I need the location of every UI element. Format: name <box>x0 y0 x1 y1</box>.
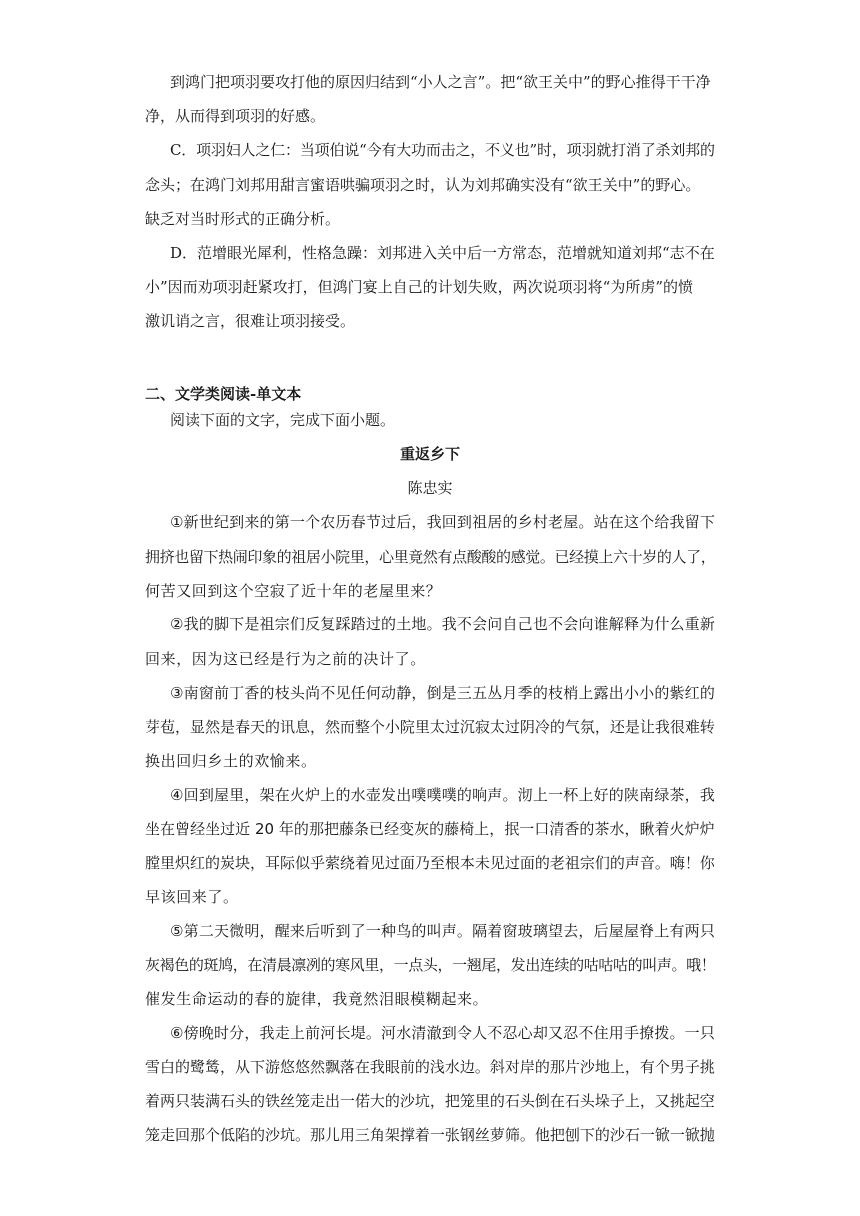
article-paragraph-line: 回来，因为这已经是行为之前的决计了。 <box>145 650 426 668</box>
article-paragraph-line: ④回到屋里，架在火炉上的水壶发出噗噗噗的响声。沏上一杯上好的陕南绿茶，我 <box>170 786 716 804</box>
article-paragraph-line: 雪白的鹭鸶，从下游悠悠然飘落在我眼前的浅水边。斜对岸的那片沙地上，有个男子挑 <box>145 1058 715 1076</box>
article-paragraph-line: 拥挤也留下热闹印象的祖居小院里，心里竟然有点酸酸的感觉。已经摸上六十岁的人了， <box>145 548 716 566</box>
article-paragraph-line: 笼走回那个低陷的沙坑。那儿用三角架撑着一张钢丝萝筛。他把刨下的沙石一锨一锨抛 <box>145 1126 715 1144</box>
option-d-line: 小”因而劝项羽赶紧攻打，但鸿门宴上自己的计划失败，两次说项羽将“为所虏”的愤 <box>145 278 694 296</box>
article-paragraph-line: ③南窗前丁香的枝头尚不见任何动静，倒是三五丛月季的枝梢上露出小小的紫红的 <box>170 684 716 702</box>
article-paragraph-line: 换出回归乡土的欢愉来。 <box>145 752 317 770</box>
article-author: 陈忠实 <box>407 479 453 497</box>
section-instruction: 阅读下面的文字，完成下面小题。 <box>170 411 396 429</box>
article-paragraph-line: 芽苞，显然是春天的讯息，然而整个小院里太过沉寂太过阴冷的气氛，还是让我很难转 <box>145 718 715 736</box>
article-paragraph-line: 催发生命运动的春的旋律，我竟然泪眼模糊起来。 <box>145 990 489 1008</box>
article-title: 重返乡下 <box>399 445 460 463</box>
article-paragraph-line: ②我的脚下是祖宗们反复踩踏过的土地。我不会问自己也不会向谁解释为什么重新 <box>170 615 716 633</box>
option-d-line: D．范增眼光犀利，性格急躁：刘邦进入关中后一方常态，范增就知道刘邦“志不在 <box>170 244 715 262</box>
article-paragraph-line: ①新世纪到来的第一个农历春节过后，我回到祖居的乡村老屋。站在这个给我留下 <box>170 513 716 531</box>
section-heading: 二、文学类阅读-单文本 <box>145 385 302 403</box>
article-paragraph-line: 早该回来了。 <box>145 888 239 906</box>
article-paragraph-line: ⑤第二天微明，醒来后听到了一种鸟的叫声。隔着窗玻璃望去，后屋屋脊上有两只 <box>170 922 716 940</box>
option-d-line: 激讥诮之言，很难让项羽接受。 <box>145 312 356 330</box>
article-paragraph-line: 膛里炽红的炭块，耳际似乎萦绕着见过面乃至根本未见过面的老祖宗们的声音。嗨！你 <box>145 854 715 872</box>
article-paragraph-line: 坐在曾经坐过近 20 年的那把藤条已经变灰的藤椅上，抿一口清香的茶水，瞅着火炉炉 <box>145 820 715 838</box>
option-c-line: C．项羽妇人之仁：当项伯说“今有大功而击之，不义也”时，项羽就打消了杀刘邦的 <box>170 141 715 159</box>
article-paragraph-line: 灰褐色的斑鸠，在清晨凛冽的寒风里，一点头，一翘尾，发出连续的咕咕咕的叫声。哦！ <box>145 956 716 974</box>
option-c-line: 缺乏对当时形式的正确分析。 <box>145 210 341 228</box>
article-paragraph-line: 着两只装满石头的铁丝笼走出一偌大的沙坑，把笼里的石头倒在石头垛子上，又挑起空 <box>145 1092 715 1110</box>
article-paragraph-line: 何苦又回到这个空寂了近十年的老屋里来？ <box>145 582 442 600</box>
option-b-continuation-line: 到鸿门把项羽要攻打他的原因归结到“小人之言”。把“欲王关中”的野心推得干干净 <box>170 73 711 91</box>
option-c-line: 念头；在鸿门刘邦用甜言蜜语哄骗项羽之时，认为刘邦确实没有“欲王关中”的野心。 <box>145 176 701 194</box>
article-paragraph-line: ⑥傍晚时分，我走上前河长堤。河水清澈到令人不忍心却又忍不住用手撩拨。一只 <box>170 1024 716 1042</box>
option-b-continuation-line: 净，从而得到项羽的好感。 <box>145 107 326 125</box>
